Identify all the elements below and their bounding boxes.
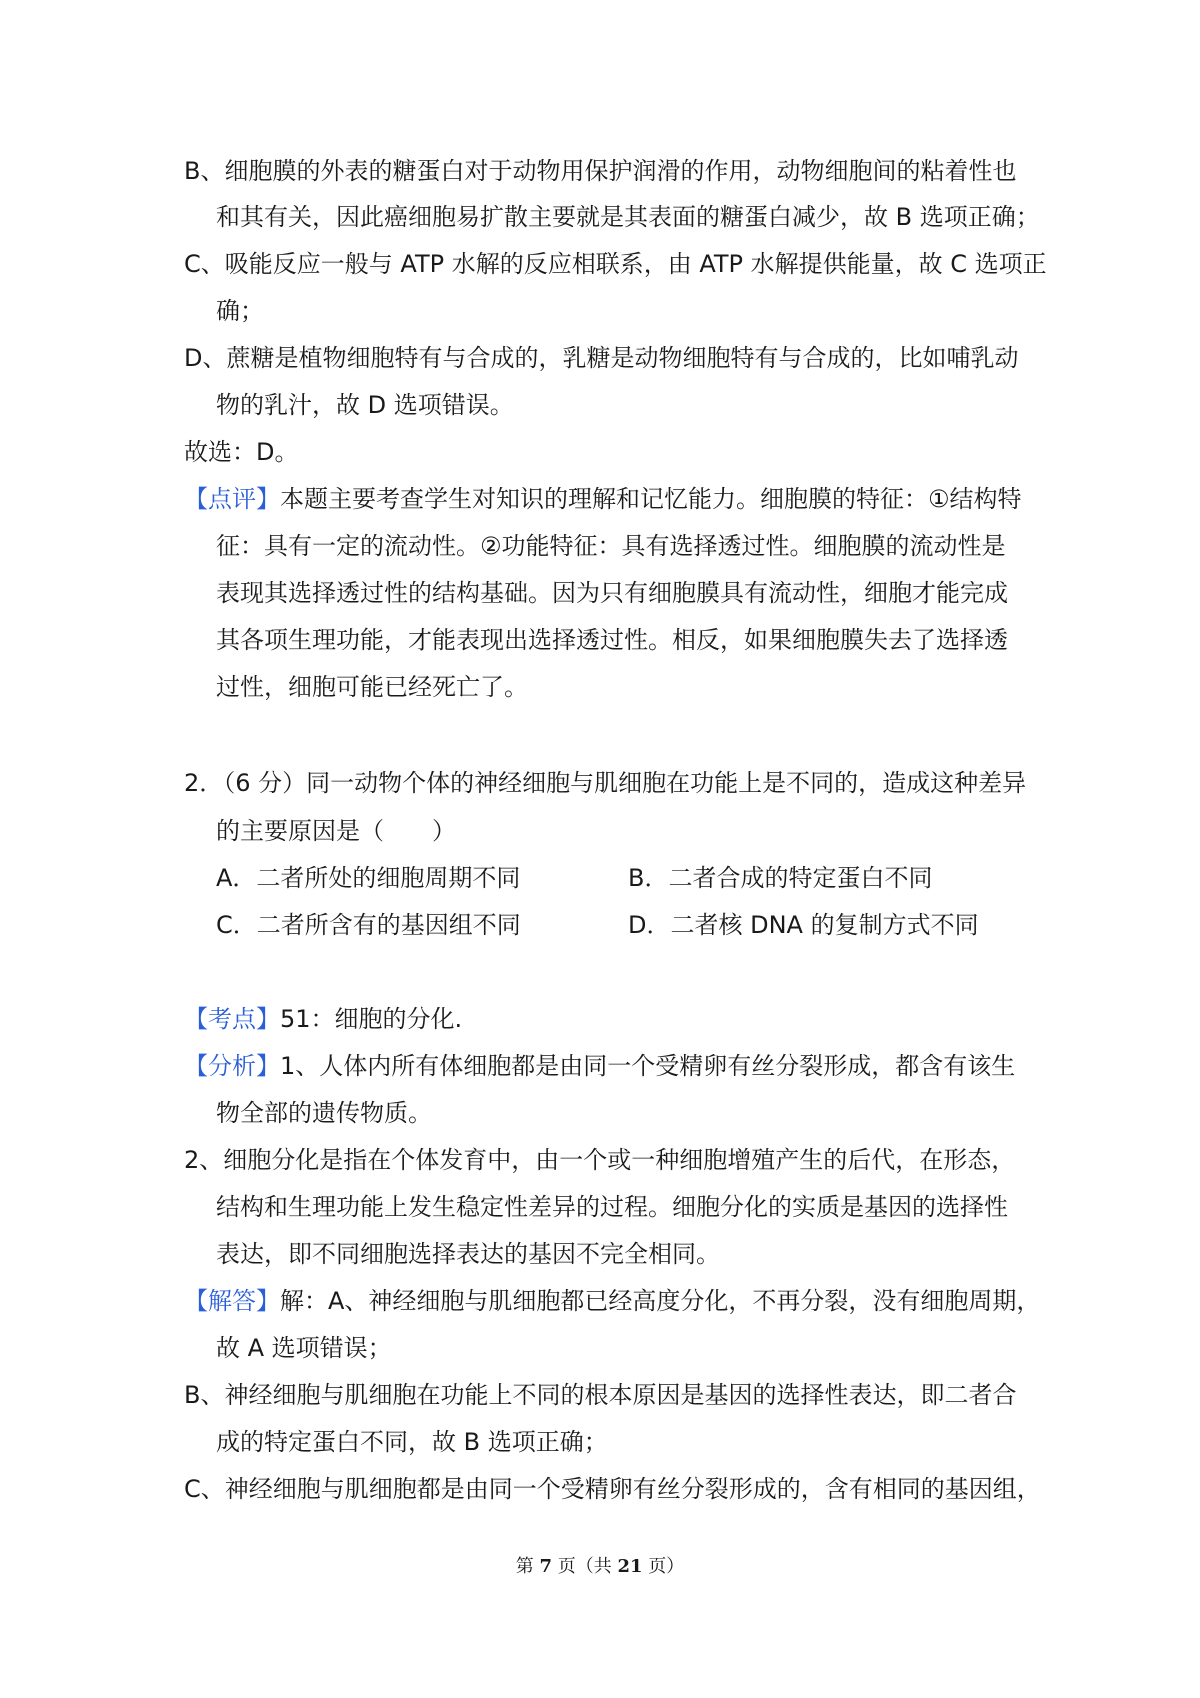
answer-d-line1: D、蔗糖是植物细胞特有与合成的，乳糖是动物细胞特有与合成的，比如哺乳动 (184, 344, 1019, 372)
jieda-line2: 故 A 选项错误； (216, 1334, 392, 1362)
comment-tag: 【点评】 (184, 485, 280, 513)
jieda-b-line2: 成的特定蛋白不同，故 B 选项正确； (216, 1428, 608, 1456)
comment-line2: 征：具有一定的流动性。②功能特征：具有选择透过性。细胞膜的流动性是 (216, 532, 1006, 560)
answer-b-line1: B、细胞膜的外表的糖蛋白对于动物用保护润滑的作用，动物细胞间的粘着性也 (184, 157, 1017, 185)
comment-line4: 其各项生理功能，才能表现出选择透过性。相反，如果细胞膜失去了选择透 (216, 626, 1008, 654)
option-b: B．二者合成的特定蛋白不同 (628, 864, 933, 892)
footer-suffix: 页） (648, 1556, 685, 1577)
fenxi2-line1: 2、细胞分化是指在个体发育中，由一个或一种细胞增殖产生的后代，在形态， (184, 1146, 1016, 1174)
jieda-paragraph (184, 1286, 1040, 1316)
answer-d-line2: 物的乳汁，故 D 选项错误。 (216, 391, 514, 419)
comment-line3: 表现其选择透过性的结构基础。因为只有细胞膜具有流动性，细胞才能完成 (216, 579, 1008, 607)
option-a: A．二者所处的细胞周期不同 (216, 864, 521, 892)
comment-paragraph (184, 484, 1022, 514)
comment-line5: 过性，细胞可能已经死亡了。 (216, 673, 528, 701)
footer-prefix: 第 (515, 1556, 534, 1577)
fenxi-tag: 【分析】 (184, 1052, 280, 1080)
answer-b-line2: 和其有关，因此癌细胞易扩散主要就是其表面的糖蛋白减少，故 B 选项正确； (216, 203, 1040, 231)
answer-c-line1: C、吸能反应一般与 ATP 水解的反应相联系，由 ATP 水解提供能量，故 C 选项正 (184, 250, 1047, 278)
footer-middle: 页（共 (557, 1556, 612, 1577)
jieda-tag: 【解答】 (184, 1287, 280, 1315)
option-d: D．二者核 DNA 的复制方式不同 (628, 911, 979, 939)
jieda-b-line1: B、神经细胞与肌细胞在功能上不同的根本原因是基因的选择性表达，即二者合 (184, 1381, 1017, 1409)
footer-total-pages: 21 (617, 1556, 643, 1577)
answer-c-line2: 确； (216, 297, 264, 325)
footer-page-number: 7 (539, 1556, 552, 1577)
page-footer (0, 1555, 1200, 1579)
answer-choice: 故选：D。 (184, 438, 299, 466)
jieda-c-line1: C、神经细胞与肌细胞都是由同一个受精卵有丝分裂形成的，含有相同的基因组， (184, 1475, 1041, 1503)
fenxi2-line3: 表达，即不同细胞选择表达的基因不完全相同。 (216, 1240, 720, 1268)
fenxi-line2: 物全部的遗传物质。 (216, 1099, 432, 1127)
fenxi-line1: 1、人体内所有体细胞都是由同一个受精卵有丝分裂形成，都含有该生 (280, 1052, 1016, 1080)
question2-stem-line2: 的主要原因是（ ） (216, 817, 456, 845)
fenxi2-line2: 结构和生理功能上发生稳定性差异的过程。细胞分化的实质是基因的选择性 (216, 1193, 1008, 1221)
kaodian-tag: 【考点】 (184, 1005, 280, 1033)
question2-stem-line1: 2．（6 分）同一动物个体的神经细胞与肌细胞在功能上是不同的，造成这种差异 (184, 769, 1027, 797)
fenxi-paragraph (184, 1051, 1015, 1081)
jieda-line1: 解：A、神经细胞与肌细胞都已经高度分化，不再分裂，没有细胞周期， (280, 1287, 1041, 1315)
kaodian-paragraph (184, 1004, 462, 1034)
option-c: C．二者所含有的基因组不同 (216, 911, 521, 939)
comment-line1: 本题主要考查学生对知识的理解和记忆能力。细胞膜的特征：①结构特 (280, 485, 1022, 513)
kaodian-text: 51：细胞的分化. (280, 1005, 463, 1033)
